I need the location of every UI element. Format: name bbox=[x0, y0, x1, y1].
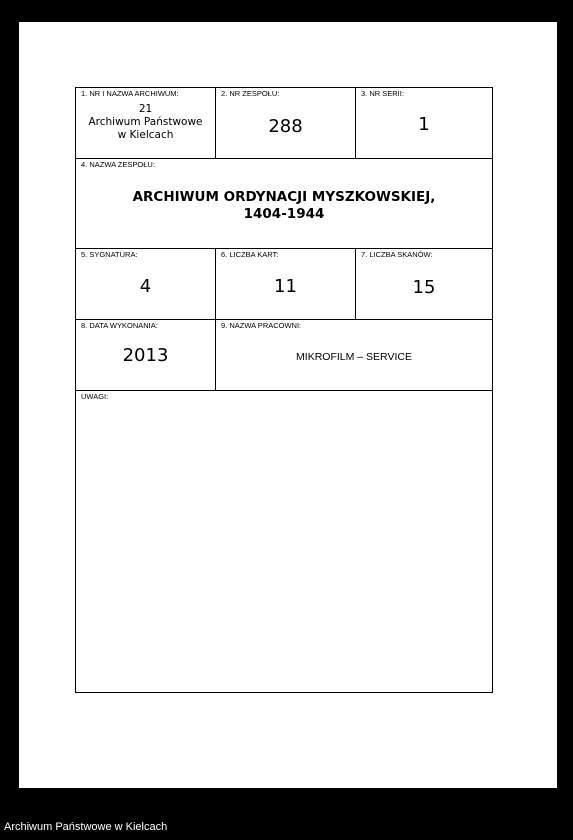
form-row-4 bbox=[76, 320, 492, 391]
archive-value bbox=[76, 103, 215, 142]
archive-name-line2: w Kielcach bbox=[117, 129, 174, 141]
date-label: 8. DATA WYKONANIA: bbox=[81, 321, 158, 330]
form-row-3 bbox=[76, 249, 492, 320]
series-number-value: 1 bbox=[418, 114, 430, 135]
fond-name-line1: ARCHIWUM ORDYNACJI MYSZKOWSKIEJ, bbox=[132, 189, 436, 205]
workshop-label: 9. NAZWA PRACOWNI: bbox=[221, 321, 302, 330]
workshop-cell bbox=[215, 320, 492, 390]
cards-cell bbox=[215, 249, 355, 319]
fond-name-line2: 1404-1944 bbox=[243, 206, 325, 222]
metadata-form bbox=[75, 87, 493, 693]
remarks-cell bbox=[76, 391, 492, 692]
signature-value: 4 bbox=[139, 276, 152, 297]
fond-number-value: 288 bbox=[268, 116, 303, 137]
archive-label: 1. NR I NAZWA ARCHIWUM: bbox=[81, 89, 179, 98]
fond-number-cell bbox=[215, 88, 355, 158]
scans-label: 7. LICZBA SKANÓW: bbox=[361, 250, 433, 259]
date-cell bbox=[76, 320, 215, 390]
form-row-1 bbox=[76, 88, 492, 159]
fond-name-cell bbox=[76, 159, 492, 248]
archive-cell bbox=[76, 88, 215, 158]
document-sheet bbox=[19, 22, 557, 788]
cards-label: 6. LICZBA KART: bbox=[221, 250, 279, 259]
scans-cell bbox=[355, 249, 492, 319]
signature-label: 5. SYGNATURA: bbox=[81, 250, 138, 259]
signature-cell bbox=[76, 249, 215, 319]
archive-number: 21 bbox=[138, 103, 153, 115]
series-number-cell bbox=[355, 88, 492, 158]
footer-caption: Archiwum Państwowe w Kielcach bbox=[4, 821, 168, 833]
fond-name-value bbox=[76, 189, 492, 223]
scans-value: 15 bbox=[412, 277, 436, 298]
series-number-label: 3. NR SERII: bbox=[361, 89, 404, 98]
fond-number-label: 2. NR ZESPOŁU: bbox=[221, 89, 280, 98]
archive-name-line1: Archiwum Państwowe bbox=[88, 116, 203, 128]
remarks-label: UWAGI: bbox=[81, 392, 109, 401]
cards-value: 11 bbox=[274, 276, 297, 297]
fond-name-label: 4. NAZWA ZESPOŁU: bbox=[81, 160, 155, 169]
form-row-2 bbox=[76, 159, 492, 249]
date-value: 2013 bbox=[122, 345, 169, 366]
workshop-value: MIKROFILM – SERVICE bbox=[296, 351, 412, 363]
